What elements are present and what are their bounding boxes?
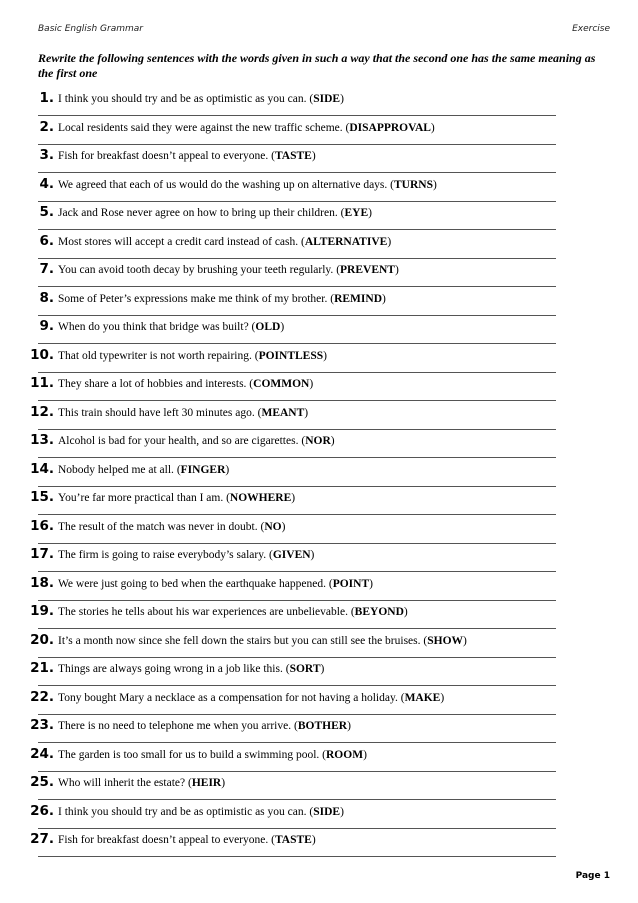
item-number: 27. bbox=[30, 831, 54, 847]
item-number: 8. bbox=[39, 289, 54, 306]
item-sentence: Some of Peter’s expressions make me think of my brother. (REMIND) bbox=[58, 292, 386, 305]
keyword: DISAPPROVAL bbox=[349, 121, 431, 134]
instructions: Rewrite the following sentences with the words given in such a way that the second one has the same meaning as the first one bbox=[38, 51, 596, 80]
sentence-text: The result of the match was never in doubt. bbox=[58, 520, 258, 533]
item-number: 20. bbox=[30, 631, 54, 648]
sentence-text: I think you should try and be as optimistic as you can. bbox=[58, 93, 307, 105]
exercise-item bbox=[0, 659, 638, 688]
item-sentence: You’re far more practical than I am. (NOWHERE) bbox=[58, 492, 296, 504]
keyword: SHOW bbox=[427, 634, 464, 647]
exercise-item bbox=[0, 317, 638, 346]
answer-line[interactable] bbox=[38, 628, 556, 629]
item-number: 6. bbox=[39, 232, 54, 249]
keyword: POINT bbox=[332, 577, 370, 590]
item-sentence: Jack and Rose never agree on how to bring up their children. (EYE) bbox=[58, 207, 372, 219]
answer-line[interactable] bbox=[38, 571, 556, 572]
answer-line[interactable] bbox=[38, 685, 556, 686]
item-number: 13. bbox=[30, 432, 54, 448]
exercise-item bbox=[0, 374, 638, 403]
item-number: 26. bbox=[30, 802, 54, 819]
exercise-item bbox=[0, 89, 638, 118]
sentence-text: There is no need to telephone me when you arrive. bbox=[58, 720, 292, 732]
keyword: SIDE bbox=[313, 805, 341, 818]
exercise-item bbox=[0, 830, 638, 859]
page-number: Page 1 bbox=[575, 871, 610, 881]
sentence-text: Nobody helped me at all. bbox=[58, 463, 174, 476]
answer-line[interactable] bbox=[38, 258, 556, 259]
answer-line[interactable] bbox=[38, 856, 556, 857]
item-number: 14. bbox=[30, 460, 54, 477]
exercise-item bbox=[0, 688, 638, 717]
sentence-text: Things are always going wrong in a job like this. bbox=[58, 663, 283, 675]
exercise-item bbox=[0, 460, 638, 489]
answer-line[interactable] bbox=[38, 543, 556, 544]
sentence-text: Who will inherit the estate? bbox=[58, 777, 186, 789]
item-number: 22. bbox=[30, 688, 54, 705]
item-number: 3. bbox=[39, 147, 54, 163]
sentence-text: When do you think that bridge was built? bbox=[58, 321, 249, 333]
item-number: 24. bbox=[30, 745, 54, 762]
item-sentence: Fish for breakfast doesn’t appeal to everyone. (TASTE) bbox=[58, 834, 316, 846]
sentence-text: Jack and Rose never agree on how to bring up their children. bbox=[58, 207, 338, 219]
answer-line[interactable] bbox=[38, 286, 556, 287]
sentence-text: You can avoid tooth decay by brushing your teeth regularly. bbox=[58, 264, 334, 276]
item-sentence: We were just going to bed when the earthquake happened. (POINT) bbox=[58, 577, 373, 590]
sentence-text: Some of Peter’s expressions make me think of my brother. bbox=[58, 292, 328, 305]
sentence-text: Fish for breakfast doesn’t appeal to everyone. bbox=[58, 834, 269, 846]
exercise-item bbox=[0, 517, 638, 546]
answer-line[interactable] bbox=[38, 714, 556, 715]
item-number: 5. bbox=[39, 204, 54, 220]
item-number: 4. bbox=[39, 175, 54, 192]
keyword: EYE bbox=[344, 207, 369, 219]
item-sentence: They share a lot of hobbies and interests. (COMMON) bbox=[58, 378, 314, 390]
exercise-item bbox=[0, 602, 638, 631]
answer-line[interactable] bbox=[38, 172, 556, 173]
sentence-text: Tony bought Mary a necklace as a compensation for not having a holiday. bbox=[58, 691, 398, 704]
item-sentence: Nobody helped me at all. (FINGER) bbox=[58, 463, 230, 476]
sentence-text: Fish for breakfast doesn’t appeal to everyone. bbox=[58, 150, 269, 162]
exercise-item bbox=[0, 175, 638, 204]
item-sentence: Local residents said they were against the new traffic scheme. (DISAPPROVAL) bbox=[58, 121, 435, 134]
answer-line[interactable] bbox=[38, 486, 556, 487]
sentence-text: It’s a month now since she fell down the stairs but you can still see the bruises. bbox=[58, 634, 421, 647]
item-sentence: Things are always going wrong in a job like this. (SORT) bbox=[58, 663, 325, 675]
item-sentence: I think you should try and be as optimistic as you can. (SIDE) bbox=[58, 93, 344, 105]
exercise-item bbox=[0, 146, 638, 175]
exercise-item bbox=[0, 203, 638, 232]
keyword: ROOM bbox=[326, 748, 364, 761]
item-number: 12. bbox=[30, 403, 54, 420]
keyword: BEYOND bbox=[354, 606, 404, 618]
keyword: REMIND bbox=[334, 292, 382, 305]
answer-line[interactable] bbox=[38, 429, 556, 430]
item-sentence: The firm is going to raise everybody’s salary. (GIVEN) bbox=[58, 549, 315, 561]
keyword: NOR bbox=[305, 435, 331, 447]
item-sentence: The garden is too small for us to build a swimming pool. (ROOM) bbox=[58, 748, 367, 761]
sentence-text: Alcohol is bad for your health, and so are cigarettes. bbox=[58, 435, 299, 447]
item-number: 9. bbox=[39, 318, 54, 334]
exercise-list bbox=[0, 89, 638, 859]
answer-line[interactable] bbox=[38, 372, 556, 373]
sentence-text: We agreed that each of us would do the washing up on alternative days. bbox=[58, 178, 388, 191]
exercise-item bbox=[0, 773, 638, 802]
item-sentence: When do you think that bridge was built? (OLD) bbox=[58, 321, 285, 333]
header-title: Basic English Grammar bbox=[38, 24, 143, 34]
keyword: TURNS bbox=[394, 178, 433, 191]
answer-line[interactable] bbox=[38, 771, 556, 772]
keyword: MAKE bbox=[404, 691, 441, 704]
keyword: MEANT bbox=[261, 406, 305, 419]
exercise-item bbox=[0, 745, 638, 774]
sentence-text: That old typewriter is not worth repairing. bbox=[58, 349, 252, 362]
keyword: GIVEN bbox=[272, 549, 311, 561]
item-sentence: The stories he tells about his war experiences are unbelievable. (BEYOND) bbox=[58, 606, 408, 618]
item-number: 10. bbox=[30, 346, 54, 363]
sentence-text: We were just going to bed when the earthquake happened. bbox=[58, 577, 326, 590]
sentence-text: The garden is too small for us to build a swimming pool. bbox=[58, 748, 320, 761]
keyword: NOWHERE bbox=[229, 492, 292, 504]
exercise-item bbox=[0, 431, 638, 460]
item-sentence: We agreed that each of us would do the washing up on alternative days. (TURNS) bbox=[58, 178, 437, 191]
keyword: FINGER bbox=[180, 463, 226, 476]
item-sentence: It’s a month now since she fell down the stairs but you can still see the bruises. (SHOW) bbox=[58, 634, 467, 647]
answer-line[interactable] bbox=[38, 828, 556, 829]
keyword: BOTHER bbox=[297, 720, 348, 732]
keyword: TASTE bbox=[274, 834, 312, 846]
keyword: PREVENT bbox=[340, 264, 395, 276]
answer-line[interactable] bbox=[38, 799, 556, 800]
item-number: 15. bbox=[30, 489, 54, 505]
keyword: SIDE bbox=[313, 93, 341, 105]
answer-line[interactable] bbox=[38, 742, 556, 743]
exercise-item bbox=[0, 232, 638, 261]
item-sentence: You can avoid tooth decay by brushing your teeth regularly. (PREVENT) bbox=[58, 264, 399, 276]
keyword: HEIR bbox=[191, 777, 222, 789]
answer-line[interactable] bbox=[38, 144, 556, 145]
item-sentence: Who will inherit the estate? (HEIR) bbox=[58, 777, 226, 789]
item-number: 7. bbox=[39, 261, 54, 277]
item-number: 17. bbox=[30, 546, 54, 562]
answer-line[interactable] bbox=[38, 400, 556, 401]
exercise-item bbox=[0, 716, 638, 745]
exercise-item bbox=[0, 289, 638, 318]
answer-line[interactable] bbox=[38, 657, 556, 658]
item-sentence: That old typewriter is not worth repairing. (POINTLESS) bbox=[58, 349, 327, 362]
item-sentence: Most stores will accept a credit card instead of cash. (ALTERNATIVE) bbox=[58, 235, 392, 248]
item-number: 1. bbox=[39, 90, 54, 106]
keyword: POINTLESS bbox=[258, 349, 324, 362]
item-number: 11. bbox=[30, 375, 54, 391]
item-number: 19. bbox=[30, 603, 54, 619]
exercise-item bbox=[0, 403, 638, 432]
item-sentence: I think you should try and be as optimistic as you can. (SIDE) bbox=[58, 805, 344, 818]
item-sentence: This train should have left 30 minutes ago. (MEANT) bbox=[58, 406, 309, 419]
item-number: 18. bbox=[30, 574, 54, 591]
item-number: 23. bbox=[30, 717, 54, 733]
sentence-text: You’re far more practical than I am. bbox=[58, 492, 224, 504]
exercise-item bbox=[0, 118, 638, 147]
item-sentence: Tony bought Mary a necklace as a compensation for not having a holiday. (MAKE) bbox=[58, 691, 445, 704]
answer-line[interactable] bbox=[38, 343, 556, 344]
exercise-item bbox=[0, 346, 638, 375]
item-number: 21. bbox=[30, 660, 54, 676]
item-sentence: Alcohol is bad for your health, and so are cigarettes. (NOR) bbox=[58, 435, 335, 447]
answer-line[interactable] bbox=[38, 457, 556, 458]
exercise-item bbox=[0, 488, 638, 517]
sentence-text: Most stores will accept a credit card instead of cash. bbox=[58, 235, 299, 248]
item-sentence: Fish for breakfast doesn’t appeal to everyone. (TASTE) bbox=[58, 150, 316, 162]
exercise-item bbox=[0, 260, 638, 289]
sentence-text: I think you should try and be as optimistic as you can. bbox=[58, 805, 307, 818]
answer-line[interactable] bbox=[38, 315, 556, 316]
keyword: SORT bbox=[289, 663, 321, 675]
exercise-item bbox=[0, 802, 638, 831]
exercise-item bbox=[0, 631, 638, 660]
exercise-item bbox=[0, 545, 638, 574]
exercise-item bbox=[0, 574, 638, 603]
item-sentence: There is no need to telephone me when you arrive. (BOTHER) bbox=[58, 720, 351, 732]
answer-line[interactable] bbox=[38, 600, 556, 601]
item-number: 16. bbox=[30, 517, 54, 534]
answer-line[interactable] bbox=[38, 514, 556, 515]
keyword: COMMON bbox=[253, 378, 310, 390]
answer-line[interactable] bbox=[38, 115, 556, 116]
item-number: 25. bbox=[30, 774, 54, 790]
header-section: Exercise bbox=[572, 24, 610, 34]
item-number: 2. bbox=[39, 118, 54, 135]
sentence-text: This train should have left 30 minutes ago. bbox=[58, 406, 255, 419]
sentence-text: Local residents said they were against the new traffic scheme. bbox=[58, 121, 343, 134]
sentence-text: The stories he tells about his war experiences are unbelievable. bbox=[58, 606, 348, 618]
keyword: ALTERNATIVE bbox=[304, 235, 388, 248]
keyword: OLD bbox=[255, 321, 281, 333]
answer-line[interactable] bbox=[38, 201, 556, 202]
sentence-text: The firm is going to raise everybody’s salary. bbox=[58, 549, 267, 561]
item-sentence: The result of the match was never in doubt. (NO) bbox=[58, 520, 286, 533]
answer-line[interactable] bbox=[38, 229, 556, 230]
sentence-text: They share a lot of hobbies and interests. bbox=[58, 378, 247, 390]
keyword: NO bbox=[264, 520, 282, 533]
keyword: TASTE bbox=[274, 150, 312, 162]
